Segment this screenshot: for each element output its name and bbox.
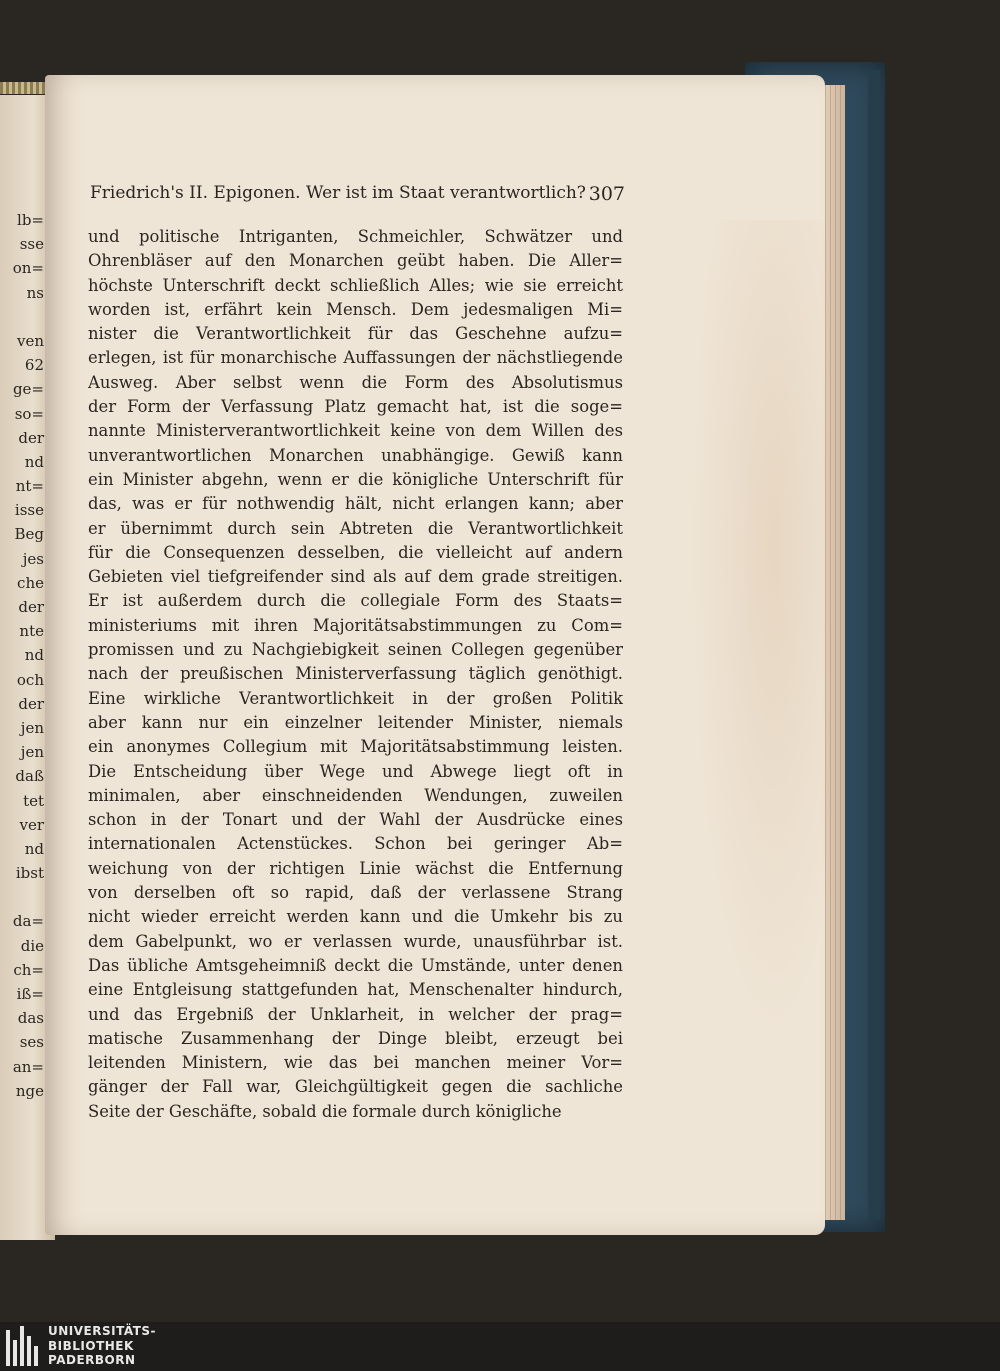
text-line: Die Entscheidung über Wege und Abwege liegt oft in xyxy=(88,761,623,781)
text-line: nister die Verantwortlichkeit für das Geschehne aufzu= xyxy=(88,324,623,344)
text-line: höchste Unterschrift deckt schließlich Alles; wie sie erreicht xyxy=(88,275,623,295)
left-page-fragment: jes xyxy=(22,549,44,568)
text-line: das, was er für nothwendig hält, nicht erlangen kann; aber xyxy=(88,494,623,514)
left-page-fragment: nd xyxy=(24,646,44,665)
left-page-fragment xyxy=(0,885,48,909)
left-page-fragment: an= xyxy=(12,1057,44,1076)
text-line: unverantwortlichen Monarchen unabhängige. Gewiß kann xyxy=(88,445,623,465)
text-line: ministeriums mit ihren Majoritätsabstimmungen zu Com= xyxy=(88,615,623,635)
text-line: Ohrenbläser auf den Monarchen geübt haben. Die Aller= xyxy=(88,251,623,271)
text-line: eine Entgleisung stattgefunden hat, Menschenalter hindurch, xyxy=(88,980,623,1000)
text-line: promissen und zu Nachgiebigkeit seinen Collegen gegenüber xyxy=(88,640,623,660)
left-page-fragment: nd xyxy=(24,452,44,471)
left-page-fragment xyxy=(0,305,48,329)
text-line: Das übliche Amtsgeheimniß deckt die Umstände, unter denen xyxy=(88,955,623,975)
page-number: 307 xyxy=(588,183,625,205)
text-line: Seite der Geschäfte, sobald die formale durch königliche xyxy=(88,1101,562,1121)
left-page-fragment: iß= xyxy=(16,985,44,1003)
text-line: und das Ergebniß der Unklarheit, in welcher der prag= xyxy=(88,1004,623,1024)
running-header xyxy=(90,183,625,213)
left-page-fragment: nte xyxy=(19,622,44,641)
left-page-fragment: so= xyxy=(14,404,44,423)
text-line: minimalen, aber einschneidenden Wendungen, zuweilen xyxy=(88,785,623,805)
text-line: worden ist, erfährt kein Mensch. Dem jedesmaligen Mi= xyxy=(88,299,623,319)
left-page-fragment: 62 xyxy=(24,356,44,375)
text-line: er übernimmt durch sein Abtreten die Verantwortlichkeit xyxy=(88,518,623,538)
text-line: Er ist außerdem durch die collegiale Form des Staats= xyxy=(88,591,623,611)
body-text xyxy=(88,225,623,1125)
left-page-fragment: die xyxy=(20,936,44,955)
library-line-3: PADERBORN xyxy=(48,1353,136,1367)
text-line: Gebieten viel tiefgreifender sind als auf dem grade streitigen. xyxy=(88,567,623,587)
left-page-fragment: ibst xyxy=(15,864,44,883)
left-page-fragment: nt= xyxy=(15,477,44,496)
text-line: nach der preußischen Ministerverfassung täglich genöthigt. xyxy=(88,664,623,684)
text-line: erlegen, ist für monarchische Auffassungen der nächstliegende xyxy=(88,348,623,368)
left-page-fragment: lb= xyxy=(17,211,44,229)
library-line-1: UNIVERSITÄTS- xyxy=(48,1324,157,1338)
left-page-fragment: nge xyxy=(15,1081,44,1100)
left-page-fragment: da= xyxy=(12,912,44,931)
left-page-fragment: jen xyxy=(20,718,44,737)
library-logo-text xyxy=(48,1324,248,1370)
left-page-fragment: daß xyxy=(15,767,44,786)
left-page-fragments xyxy=(0,208,48,1108)
left-page-fragment: nd xyxy=(24,839,44,858)
text-line: nannte Ministerverantwortlichkeit keine von dem Willen des xyxy=(88,421,623,441)
left-page-fragment: ns xyxy=(26,283,44,302)
left-page-fragment: der xyxy=(18,598,44,616)
library-line-2: BIBLIOTHEK xyxy=(48,1338,134,1353)
left-page-fragment: ge= xyxy=(12,380,44,399)
text-line: ein Minister abgehn, wenn er die königliche Unterschrift für xyxy=(88,469,623,489)
text-line: für die Consequenzen desselben, die vielleicht auf andern xyxy=(88,542,623,562)
left-page-fragment: sse xyxy=(19,235,44,254)
left-page-fragment: ch= xyxy=(13,960,44,979)
left-page-fragment: on= xyxy=(12,259,44,278)
left-page-fragment: Beg xyxy=(14,525,44,544)
left-page-fragment: ven xyxy=(16,331,44,350)
left-page-fragment: och xyxy=(16,670,44,689)
left-page-fragment: che xyxy=(17,573,44,592)
library-logo-icon xyxy=(6,1326,38,1366)
left-page-fragment: das xyxy=(17,1009,44,1028)
left-page-fragment: der xyxy=(18,428,44,447)
text-line: internationalen Actenstückes. Schon bei geringer Ab= xyxy=(88,834,623,854)
text-line: aber kann nur ein einzelner leitender Minister, niemals xyxy=(88,712,623,732)
left-page-fragment: tet xyxy=(23,791,44,810)
text-line: gänger der Fall war, Gleichgültigkeit gegen die sachliche xyxy=(88,1077,623,1097)
left-page-fragment: jen xyxy=(20,743,44,762)
left-page-fragment: ver xyxy=(19,815,44,834)
text-line: dem Gabelpunkt, wo er verlassen wurde, unausführbar ist. xyxy=(88,931,623,951)
running-title: Friedrich's II. Epigonen. Wer ist im Staat verantwortlich? xyxy=(90,183,586,203)
left-page-fragment: isse xyxy=(14,501,44,520)
text-line: der Form der Verfassung Platz gemacht hat, ist die soge= xyxy=(88,397,623,417)
left-page-fragment: ses xyxy=(19,1033,44,1052)
text-line: schon in der Tonart und der Wahl der Ausdrücke eines xyxy=(88,810,623,830)
text-line: leitenden Ministern, wie das bei manchen meiner Vor= xyxy=(88,1053,623,1073)
text-line: und politische Intriganten, Schmeichler, Schwätzer und xyxy=(88,227,623,246)
text-line: Eine wirkliche Verantwortlichkeit in der großen Politik xyxy=(88,688,623,708)
book-cover-edge xyxy=(868,70,880,1220)
text-line: nicht wieder erreicht werden kann und die Umkehr bis zu xyxy=(88,907,623,927)
text-line: matische Zusammenhang der Dinge bleibt, erzeugt bei xyxy=(88,1028,623,1048)
text-line: weichung von der richtigen Linie wächst die Entfernung xyxy=(88,858,623,878)
text-line: Ausweg. Aber selbst wenn die Form des Absolutismus xyxy=(88,372,623,392)
text-line: von derselben oft so rapid, daß der verlassene Strang xyxy=(88,883,623,903)
page-stain xyxy=(690,220,830,1040)
left-page-fragment: der xyxy=(18,694,44,713)
text-line: ein anonymes Collegium mit Majoritätsabstimmung leisten. xyxy=(88,737,623,757)
